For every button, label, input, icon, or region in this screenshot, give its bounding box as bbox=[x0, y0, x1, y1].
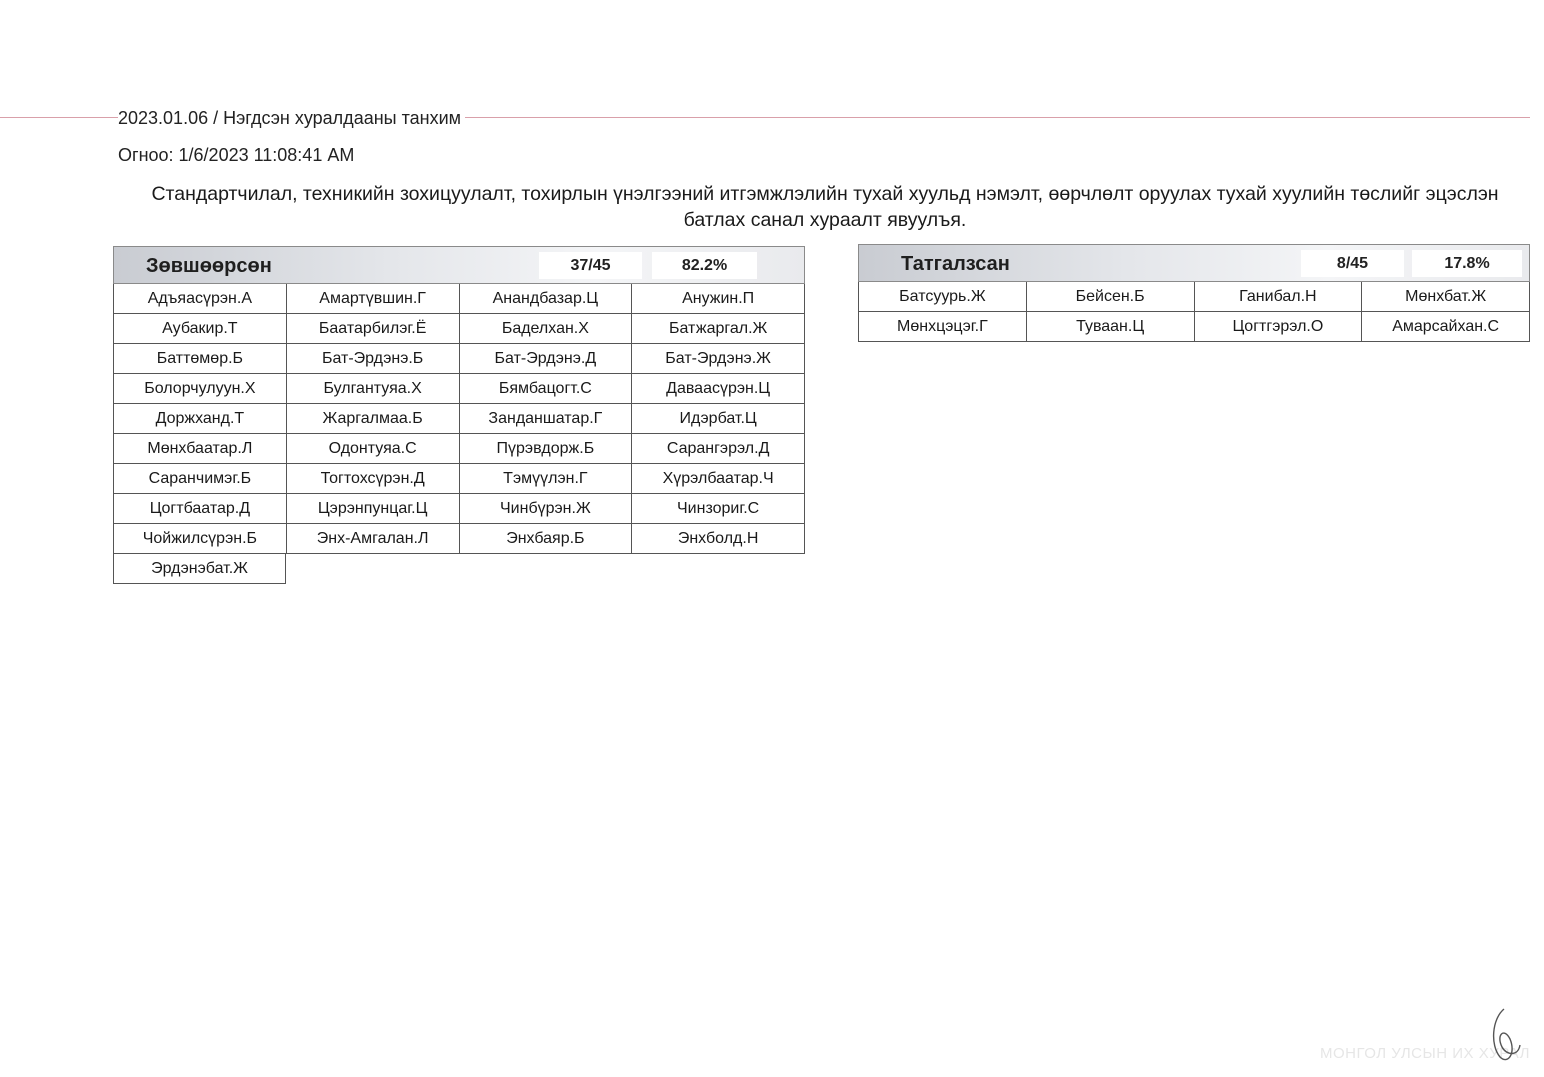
name-cell: Ганибал.Н bbox=[1195, 282, 1363, 312]
name-cell: Аубакир.Т bbox=[114, 314, 287, 344]
name-cell: Батсуурь.Ж bbox=[859, 282, 1027, 312]
name-cell: Занданшатар.Г bbox=[460, 404, 633, 434]
motion-text: Стандартчилал, техникийн зохицуулалт, тохирлын үнэлгээний итгэмжлэлийн тухай хуульд нэмэлт, өөрчлөлт оруулах тухай хуулийн төслийг эцэслэн батлах санал хураалт явуулъя. bbox=[151, 183, 1499, 231]
name-cell: Мөнхцэцэг.Г bbox=[859, 312, 1027, 342]
approved-count: 37/45 bbox=[539, 252, 642, 279]
name-cell: Бейсен.Б bbox=[1027, 282, 1195, 312]
rejected-block bbox=[858, 244, 1530, 342]
watermark-text: МОНГОЛ УЛСЫН ИХ ХУРАЛ bbox=[1320, 1045, 1530, 1062]
name-cell: Туваан.Ц bbox=[1027, 312, 1195, 342]
name-cell: Мөнхбаатар.Л bbox=[114, 434, 287, 464]
name-cell: Бат-Эрдэнэ.Ж bbox=[632, 344, 805, 374]
approved-label: Зөвшөөрсөн bbox=[146, 255, 272, 277]
rejected-label: Татгалзсан bbox=[901, 253, 1010, 275]
name-cell: Баделхан.Х bbox=[460, 314, 633, 344]
name-cell: Жаргалмаа.Б bbox=[287, 404, 460, 434]
name-cell: Энх-Амгалан.Л bbox=[287, 524, 460, 554]
name-cell: Амарсайхан.С bbox=[1362, 312, 1530, 342]
name-cell: Адъяасүрэн.А bbox=[114, 284, 287, 314]
rejected-names-grid bbox=[858, 282, 1530, 342]
signature-icon bbox=[1482, 1005, 1526, 1065]
name-cell: Баатарбилэг.Ё bbox=[287, 314, 460, 344]
name-cell: Саранчимэг.Б bbox=[114, 464, 287, 494]
name-cell: Доржханд.Т bbox=[114, 404, 287, 434]
name-cell: Анандбазар.Ц bbox=[460, 284, 633, 314]
name-cell: Мөнхбат.Ж bbox=[1362, 282, 1530, 312]
name-cell: Болорчулуун.Х bbox=[114, 374, 287, 404]
name-cell: Чинзориг.С bbox=[632, 494, 805, 524]
name-cell: Даваасүрэн.Ц bbox=[632, 374, 805, 404]
name-cell: Баттөмөр.Б bbox=[114, 344, 287, 374]
name-cell: Анужин.П bbox=[632, 284, 805, 314]
name-cell: Цэрэнпунцаг.Ц bbox=[287, 494, 460, 524]
name-cell: Сарангэрэл.Д bbox=[632, 434, 805, 464]
name-cell: Чинбүрэн.Ж bbox=[460, 494, 633, 524]
rejected-header bbox=[858, 244, 1530, 282]
name-cell: Бат-Эрдэнэ.Д bbox=[460, 344, 633, 374]
session-info: 2023.01.06 / Нэгдсэн хуралдааны танхим bbox=[118, 108, 465, 129]
name-cell: Цогтбаатар.Д bbox=[114, 494, 287, 524]
name-cell: Бямбацогт.С bbox=[460, 374, 633, 404]
name-cell: Чойжилсүрэн.Б bbox=[114, 524, 287, 554]
approved-extra-row bbox=[113, 554, 805, 584]
name-cell: Хүрэлбаатар.Ч bbox=[632, 464, 805, 494]
name-cell: Бат-Эрдэнэ.Б bbox=[287, 344, 460, 374]
approved-header bbox=[113, 246, 805, 284]
name-cell: Амартүвшин.Г bbox=[287, 284, 460, 314]
approved-percent: 82.2% bbox=[652, 252, 757, 279]
name-cell: Идэрбат.Ц bbox=[632, 404, 805, 434]
name-cell: Энхбаяр.Б bbox=[460, 524, 633, 554]
approved-block bbox=[113, 246, 805, 584]
name-cell: Цогтгэрэл.О bbox=[1195, 312, 1363, 342]
name-cell: Булгантуяа.Х bbox=[287, 374, 460, 404]
approved-names-grid bbox=[113, 284, 805, 554]
name-cell: Энхболд.Н bbox=[632, 524, 805, 554]
name-cell: Тэмүүлэн.Г bbox=[460, 464, 633, 494]
vote-date: Огноо: 1/6/2023 11:08:41 AM bbox=[118, 145, 355, 165]
name-cell: Тогтохсүрэн.Д bbox=[287, 464, 460, 494]
name-cell: Батжаргал.Ж bbox=[632, 314, 805, 344]
name-cell: Пүрэвдорж.Б bbox=[460, 434, 633, 464]
name-cell: Эрдэнэбат.Ж bbox=[113, 554, 286, 584]
rejected-count: 8/45 bbox=[1301, 250, 1404, 277]
name-cell: Одонтуяа.С bbox=[287, 434, 460, 464]
rejected-percent: 17.8% bbox=[1412, 250, 1522, 277]
